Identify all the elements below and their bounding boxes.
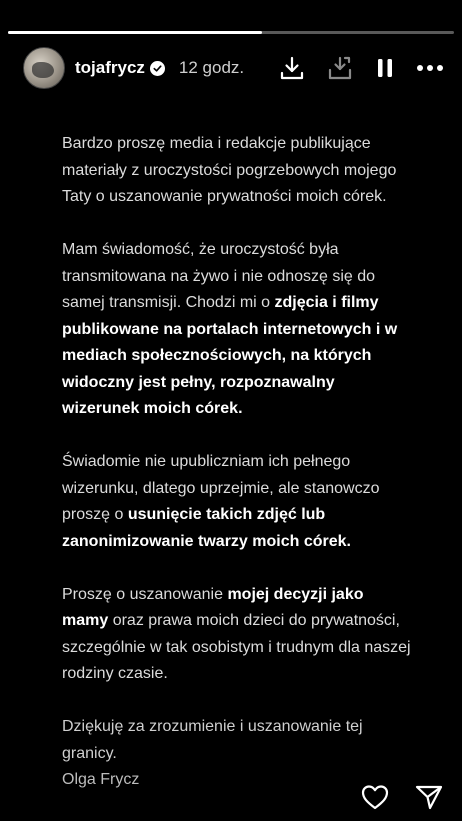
story-text-content [62,131,414,820]
username[interactable]: tojafrycz [75,58,145,77]
story-progress-fill [8,31,262,34]
paragraph-2-text: Mam świadomość, że uroczystość była transmitowana na żywo i nie odnoszę się do samej transmisji. Chodzi mi o [62,241,376,311]
paragraph-1-text: Bardzo proszę media i redakcje publikujące materiały z uroczystości pogrzebowych mojego Taty o uszanowanie prywatności moich córek. [62,135,397,205]
paragraph-4-text-end: oraz prawa moich dzieci do prywatności, szczególnie w tak osobistym i trudnym dla naszej rodziny czasie. [62,612,411,682]
story-progress-bar [8,31,454,34]
paragraph-3-bold: usunięcie takich zdjęć lub zanonimizowanie twarzy moich córek. [62,506,351,550]
paragraph-2-bold: zdjęcia i filmy publikowane na portalach internetowych i w mediach społecznościowych, na których widoczny jest pełny, rozpoznawalny wizerunek moich córek. [62,294,398,417]
paragraph-4-bold: mojej decyzji jako mamy [62,585,364,629]
paragraph-3-text: Świadomie nie upubliczniam ich pełnego wizerunku, dlatego uprzejmie, ale stanowczo proszę o [62,453,380,523]
pause-icon[interactable] [374,56,396,80]
story-footer-actions [360,783,444,811]
download-icon[interactable] [278,54,306,82]
paragraph-4-text: Proszę o uszanowanie [62,585,228,603]
paragraph-1 [62,131,414,211]
paragraph-2 [62,237,414,423]
more-icon[interactable] [416,63,444,73]
paragraph-3 [62,449,414,555]
send-icon[interactable] [414,783,444,811]
verified-badge-icon [150,61,165,76]
signature: Olga Frycz [62,771,140,788]
avatar[interactable] [23,47,65,89]
post-time: 12 godz. [178,58,245,77]
story-header [23,48,444,88]
paragraph-5: Dziękuję za zrozumienie i uszanowanie tej granicy. [62,718,363,762]
story-actions [278,54,444,82]
heart-icon[interactable] [360,783,390,811]
paragraph-4 [62,582,414,688]
share-to-icon[interactable] [326,54,354,82]
